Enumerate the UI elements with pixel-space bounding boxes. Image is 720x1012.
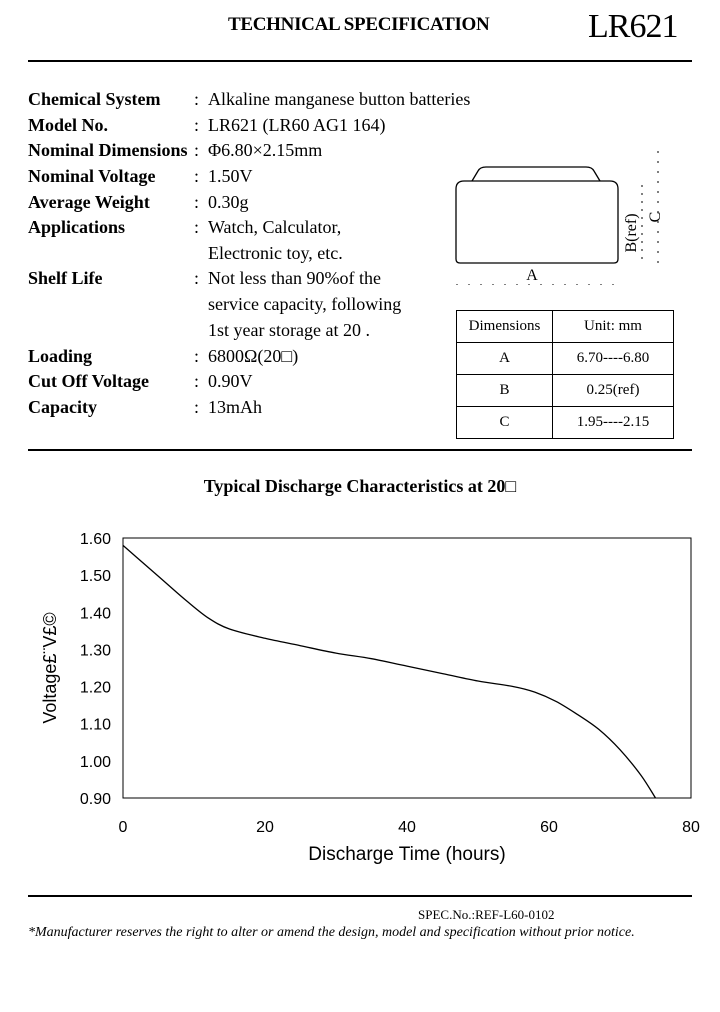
y-tick-label: 1.10: [79, 716, 111, 734]
table-row: [457, 375, 674, 407]
table-cell: B: [457, 375, 553, 407]
spec-label: Shelf Life: [28, 268, 103, 288]
top-rule: [28, 60, 692, 62]
x-tick-label: 80: [682, 819, 700, 836]
dimension-b-label: B(ref): [623, 213, 640, 253]
x-axis-label: Discharge Time (hours): [308, 844, 506, 865]
spec-value: 0.90V: [208, 371, 253, 391]
x-tick-label: 60: [540, 819, 558, 836]
y-tick-label: 0.90: [79, 791, 111, 808]
discharge-chart: [0, 520, 720, 870]
table-row: [457, 407, 674, 439]
battery-cap-outline: [472, 167, 600, 181]
disclaimer-note: *Manufacturer reserves the right to alter or amend the design, model and specification without prior notice.: [28, 925, 635, 940]
spec-label: Applications: [28, 217, 126, 237]
middle-rule: [28, 449, 692, 451]
spec-colon: :: [194, 371, 200, 391]
table-cell: 6.70----6.80: [553, 343, 674, 375]
spec-value: 6800Ω(20□): [208, 346, 299, 366]
spec-number: SPEC.No.:REF-L60-0102: [418, 907, 555, 922]
x-tick-label: 40: [398, 819, 416, 836]
spec-colon: :: [194, 192, 200, 212]
spec-shelf-life-cont: service capacity, following: [208, 294, 402, 314]
y-axis: [80, 531, 111, 808]
x-tick-label: 0: [118, 819, 128, 836]
y-tick-label: 1.60: [79, 531, 111, 548]
spec-colon: :: [194, 346, 200, 366]
spec-label: Cut Off Voltage: [28, 371, 149, 391]
table-header-row: [457, 311, 674, 343]
dimension-c-label: C: [647, 211, 664, 223]
spec-colon: :: [194, 89, 200, 109]
spec-colon: :: [194, 140, 200, 160]
spec-colon: :: [194, 166, 200, 186]
spec-applications-cont: Electronic toy, etc.: [208, 243, 343, 263]
spec-colon: :: [194, 217, 200, 237]
y-tick-label: 1.40: [79, 605, 111, 623]
x-axis: [119, 819, 700, 836]
dimensions-table: [456, 310, 674, 439]
table-header-cell: Dimensions: [457, 311, 553, 343]
spec-label: Nominal Voltage: [28, 166, 156, 186]
table-cell: C: [457, 407, 553, 439]
battery-dimension-diagram: [440, 145, 680, 285]
y-tick-label: 1.50: [79, 568, 111, 586]
spec-label: Chemical System: [28, 89, 161, 109]
table-cell: 1.95----2.15: [553, 407, 674, 439]
spec-value: Alkaline manganese button batteries: [208, 89, 471, 109]
plot-area: [123, 538, 691, 798]
spec-value: Watch, Calculator,: [208, 217, 342, 237]
spec-label: Capacity: [28, 397, 97, 417]
table-header-cell: Unit: mm: [553, 311, 674, 343]
spec-value: Not less than 90%of the: [208, 268, 381, 288]
table-cell: 0.25(ref): [553, 375, 674, 407]
spec-value: 0.30g: [208, 192, 249, 212]
spec-value: LR621 (LR60 AG1 164): [208, 115, 386, 135]
battery-body-outline: [456, 181, 618, 263]
dimension-a-label: A: [526, 267, 538, 284]
x-tick-label: 20: [256, 819, 274, 836]
spec-label: Average Weight: [28, 192, 150, 212]
table-cell: A: [457, 343, 553, 375]
spec-label: Loading: [28, 346, 93, 366]
spec-value: 13mAh: [208, 397, 262, 417]
bottom-rule: [28, 895, 692, 897]
y-tick-label: 1.20: [79, 679, 111, 697]
chart-title: Typical Discharge Characteristics at 20□: [203, 476, 517, 496]
y-axis-label: Voltage£¨V£©: [40, 612, 60, 724]
discharge-curve: [123, 545, 656, 798]
y-tick-label: 1.00: [79, 753, 111, 771]
spec-label: Nominal Dimensions: [28, 140, 188, 160]
y-tick-label: 1.30: [79, 642, 111, 660]
spec-shelf-life-cont: 1st year storage at 20 .: [208, 320, 370, 340]
spec-label: Model No.: [28, 115, 108, 135]
model-heading: LR621: [588, 8, 678, 45]
spec-value: Φ6.80×2.15mm: [208, 140, 323, 160]
spec-colon: :: [194, 115, 200, 135]
spec-colon: :: [194, 268, 200, 288]
spec-colon: :: [194, 397, 200, 417]
spec-value: 1.50V: [208, 166, 253, 186]
document-title: TECHNICAL SPECIFICATION: [228, 14, 490, 35]
table-row: [457, 343, 674, 375]
